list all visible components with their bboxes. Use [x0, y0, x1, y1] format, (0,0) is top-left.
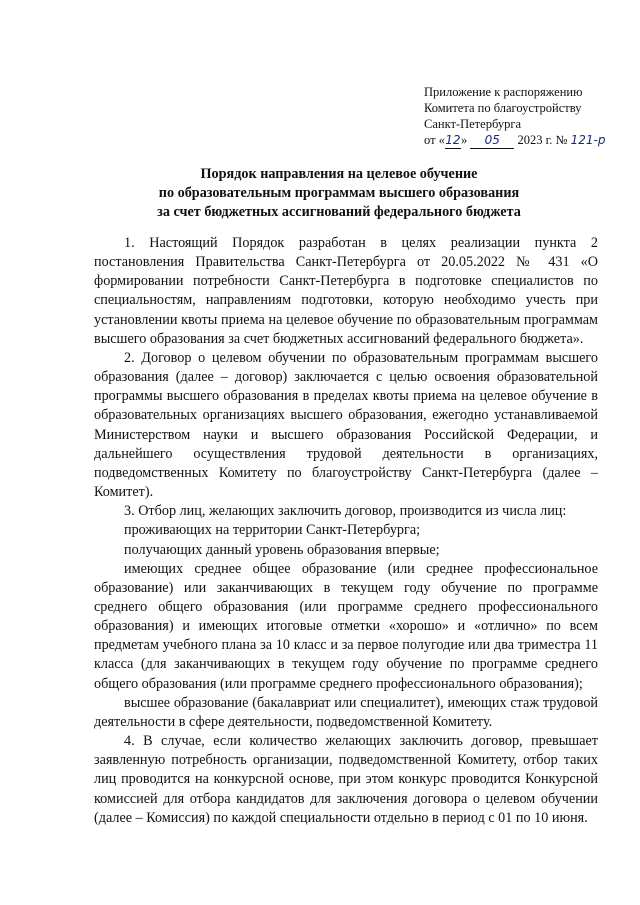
paragraph-1: 1. Настоящий Порядок разработан в целях реализации пункта 2 постановления Правительства Санкт-Петербурга от 20.05.2022 № 431 «О формировании потребности Санкт-Петербурга в подготовке специалистов по специальностям, направлениям подготовки, которую необходимо учесть при установлении квоты приема на целевое обучение по образовательным программам высшего образования за счет бюджетных ассигнований федерального бюджета». — [94, 235, 598, 347]
list-item: высшее образование (бакалавриат или специалитет), имеющих стаж трудовой деятельности в сфере деятельности, подведомственной Комитету. — [94, 694, 598, 730]
annex-header — [424, 84, 624, 149]
annex-date-line — [424, 132, 624, 149]
list-item: получающих данный уровень образования впервые; — [124, 541, 440, 558]
title-line: Порядок направления на целевое обучение — [200, 166, 478, 182]
paragraph-3: 3. Отбор лиц, желающих заключить договор, производится из числа лиц: — [124, 503, 567, 520]
annex-line: Приложение к распоряжению — [424, 85, 583, 99]
document-title — [80, 165, 598, 222]
annex-line: Комитета по благоустройству — [424, 101, 582, 115]
list-item: имеющих среднее общее образование (или среднее профессиональное образование) или заканчивающих в текущем году обучение по программе среднего общего образования (или программе среднего профессионального образования) и имеющих итоговые отметки «хорошо» и «отлично» по всем предметам учебного плана за 10 класс и за первое полугодие или два триместра 11 класса (для заканчивающих в текущем году обучение по программе среднего общего образования (или программе среднего профессионального образования); — [94, 560, 598, 692]
date-prefix: от « — [424, 133, 445, 147]
date-day-handwritten: 12 — [445, 133, 461, 147]
list-item: проживающих на территории Санкт-Петербурга; — [124, 522, 421, 539]
order-number-handwritten: 121-р — [570, 133, 606, 147]
date-close: » — [460, 133, 468, 147]
date-year: 2023 г. № — [517, 133, 568, 147]
title-line: по образовательным программам высшего образования — [158, 185, 520, 201]
title-line: за счет бюджетных ассигнований федерального бюджета — [157, 204, 521, 220]
paragraph-2: 2. Договор о целевом обучении по образовательным программам высшего образования (далее – договор) заключается с целью освоения образовательной программы высшего образования в пределах квоты приема на целевое обучение в образовательных организациях высшего образования, ежегодно устанавливаемой Министерством науки и высшего образования Российской Федерации, и дальнейшего осуществления трудовой деятельности в организациях, подведомственных Комитету по благоустройству Санкт-Петербурга (далее – Комитет). — [94, 349, 598, 501]
paragraph-4: 4. В случае, если количество желающих заключить договор, превышает заявленную потребность организации, подведомственной Комитету, отбор таких лиц проводится на конкурсной основе, при этом конкурс проводится Конкурсной комиссией для отбора кандидатов для заключения договора о целевом обучении (далее – Комиссия) по каждой специальности отдельно в период с 01 по 10 июня. — [94, 733, 598, 826]
annex-line: Санкт-Петербурга — [424, 117, 522, 131]
date-month-handwritten: 05 — [470, 132, 514, 149]
document-body — [94, 234, 598, 828]
